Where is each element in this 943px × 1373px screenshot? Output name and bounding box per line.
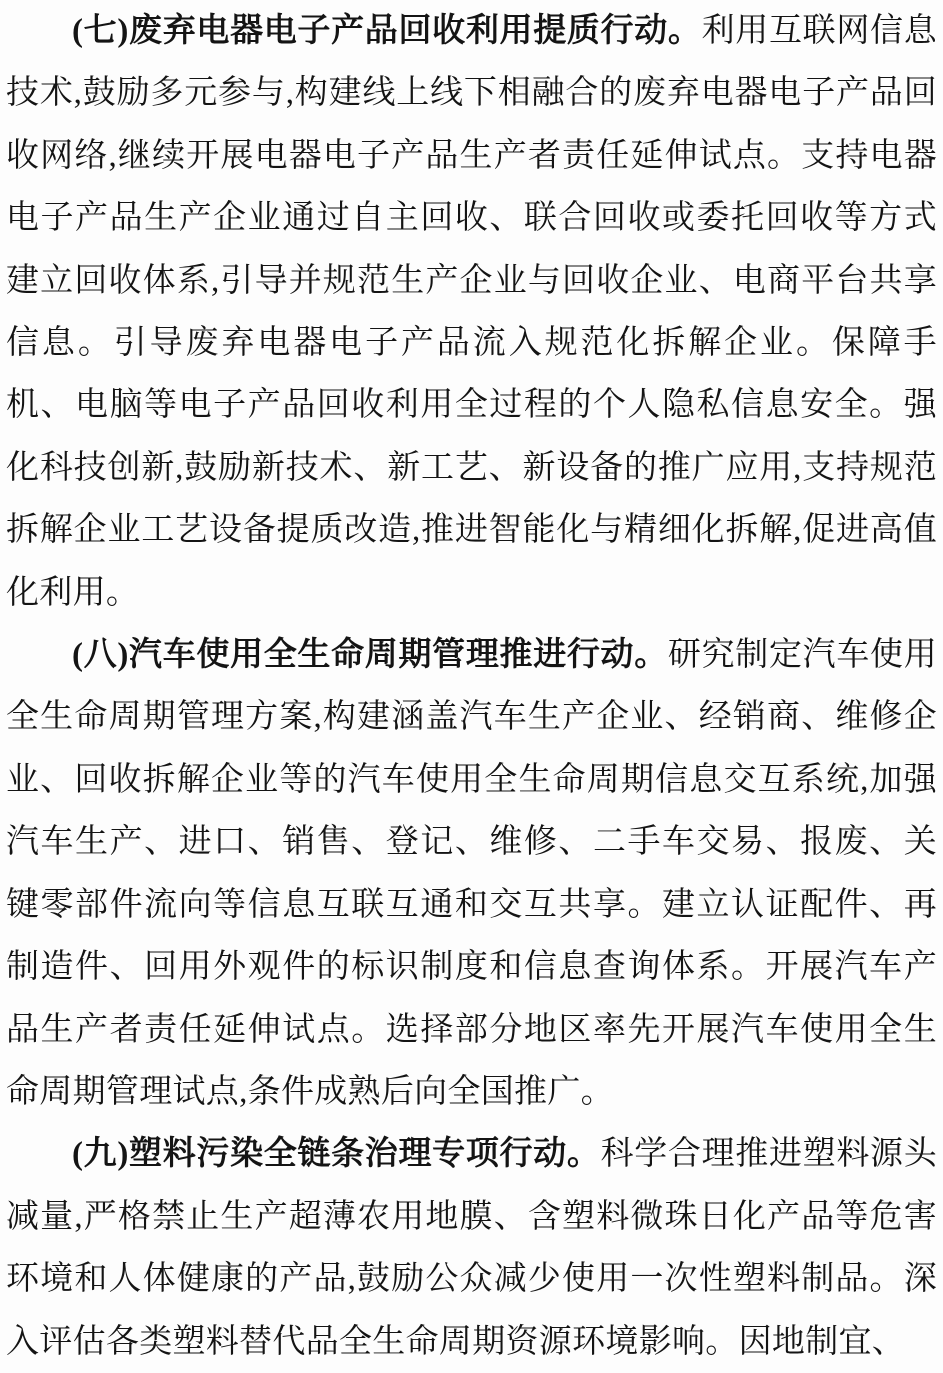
paragraph-item-7	[6, 0, 937, 624]
paragraph-heading: (八)汽车使用全生命周期管理推进行动。	[72, 637, 668, 674]
paragraph-body-text: 研究制定汽车使用全生命周期管理方案,构建涵盖汽车生产企业、经销商、维修企业、回收拆解企业等的汽车使用全生命周期信息交互系统,加强汽车生产、进口、销售、登记、维修、二手车交易、报废、关键零部件流向等信息互联互通和交互共享。建立认证配件、再制造件、回用外观件的标识制度和信息查询体系。开展汽车产品生产者责任延伸试点。选择部分地区率先开展汽车使用全生命周期管理试点,条件成熟后向全国推广。	[6, 637, 937, 1110]
paragraph-heading: (七)废弃电器电子产品回收利用提质行动。	[72, 13, 702, 49]
paragraph-item-8	[6, 624, 937, 1123]
paragraph-heading: (九)塑料污染全链条治理专项行动。	[72, 1136, 601, 1173]
paragraph-item-9	[6, 1123, 937, 1373]
paragraph-body-text: 科学合理推进塑料源头减量,严格禁止生产超薄农用地膜、含塑料微珠日化产品等危害环境和人体健康的产品,鼓励公众减少使用一次性塑料制品。深入评估各类塑料替代品全生命周期资源环境影响。因地制宜、	[6, 1136, 937, 1360]
paragraph-body-text: 利用互联网信息技术,鼓励多元参与,构建线上线下相融合的废弃电器电子产品回收网络,继续开展电器电子产品生产者责任延伸试点。支持电器电子产品生产企业通过自主回收、联合回收或委托回收等方式建立回收体系,引导并规范生产企业与回收企业、电商平台共享信息。引导废弃电器电子产品流入规范化拆解企业。保障手机、电脑等电子产品回收利用全过程的个人隐私信息安全。强化科技创新,鼓励新技术、新工艺、新设备的推广应用,支持规范拆解企业工艺设备提质改造,推进智能化与精细化拆解,促进高值化利用。	[6, 13, 937, 611]
